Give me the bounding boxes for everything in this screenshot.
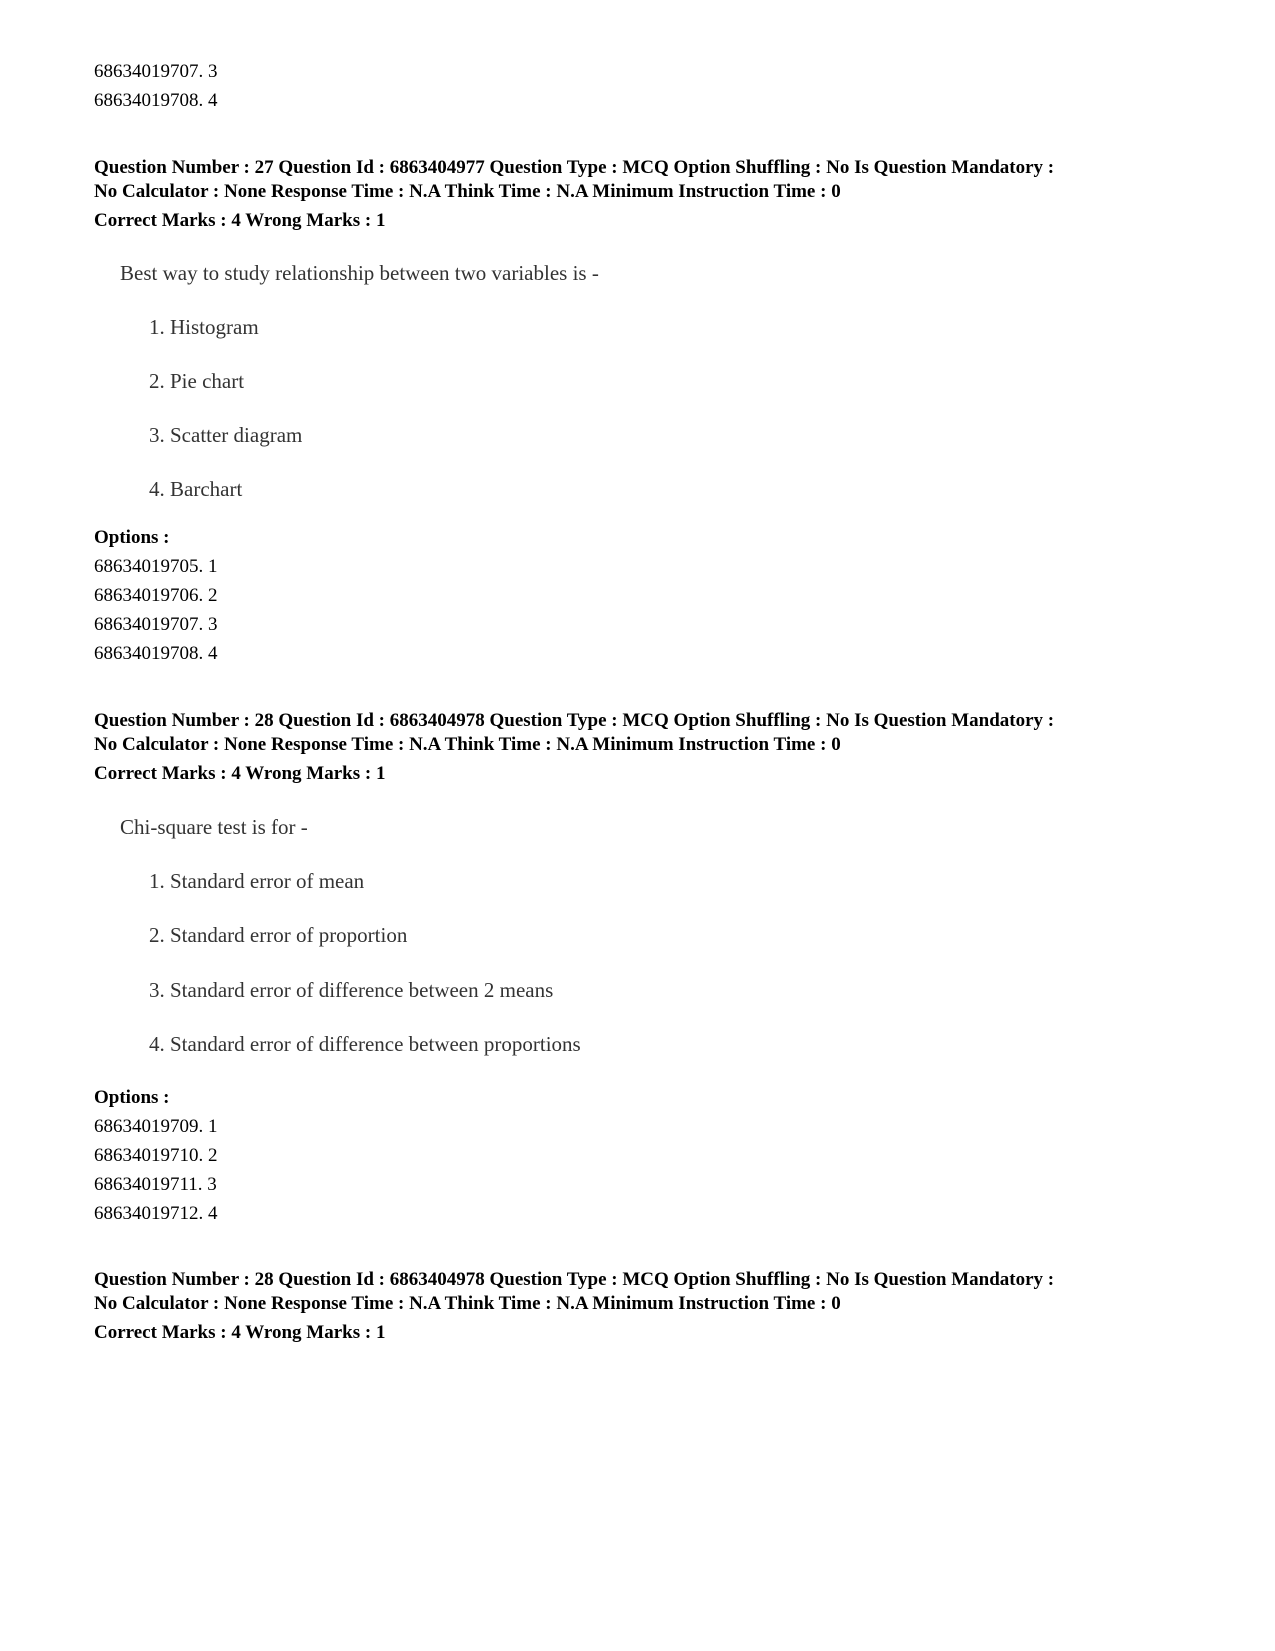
- answer-choice: 3. Standard error of difference between 2 means: [149, 978, 554, 1002]
- option-line: 68634019710. 2: [94, 1145, 218, 1166]
- options-label: Options :: [94, 1087, 170, 1108]
- options-label: Options :: [94, 527, 170, 548]
- question-meta-line: Question Number : 27 Question Id : 6863404977 Question Type : MCQ Option Shuffling : No Is Question Mandatory :: [94, 157, 1055, 178]
- answer-choice: 3. Scatter diagram: [149, 423, 303, 447]
- option-line: 68634019709. 1: [94, 1116, 218, 1137]
- answer-choice: 2. Pie chart: [149, 369, 245, 393]
- question-meta-line: No Calculator : None Response Time : N.A Think Time : N.A Minimum Instruction Time : 0: [94, 1293, 841, 1314]
- answer-choice: 2. Standard error of proportion: [149, 923, 408, 947]
- answer-choice: 4. Standard error of difference between proportions: [149, 1032, 581, 1056]
- question-marks: Correct Marks : 4 Wrong Marks : 1: [94, 210, 386, 231]
- option-line: 68634019708. 4: [94, 90, 218, 111]
- answer-choice: 1. Histogram: [149, 315, 259, 339]
- answer-choice: 1. Standard error of mean: [149, 869, 365, 893]
- question-stem: Chi-square test is for -: [120, 815, 308, 839]
- option-line: 68634019707. 3: [94, 61, 218, 82]
- question-marks: Correct Marks : 4 Wrong Marks : 1: [94, 763, 386, 784]
- option-line: 68634019711. 3: [94, 1174, 217, 1195]
- question-meta-line: No Calculator : None Response Time : N.A Think Time : N.A Minimum Instruction Time : 0: [94, 181, 841, 202]
- option-line: 68634019708. 4: [94, 643, 218, 664]
- question-stem: Best way to study relationship between two variables is -: [120, 261, 599, 285]
- answer-choice: 4. Barchart: [149, 477, 243, 501]
- question-meta-line: Question Number : 28 Question Id : 6863404978 Question Type : MCQ Option Shuffling : No Is Question Mandatory :: [94, 710, 1055, 731]
- option-line: 68634019707. 3: [94, 614, 218, 635]
- option-line: 68634019712. 4: [94, 1203, 218, 1224]
- option-line: 68634019705. 1: [94, 556, 218, 577]
- question-meta-line: Question Number : 28 Question Id : 6863404978 Question Type : MCQ Option Shuffling : No Is Question Mandatory :: [94, 1269, 1055, 1290]
- question-marks: Correct Marks : 4 Wrong Marks : 1: [94, 1322, 386, 1343]
- option-line: 68634019706. 2: [94, 585, 218, 606]
- question-meta-line: No Calculator : None Response Time : N.A Think Time : N.A Minimum Instruction Time : 0: [94, 734, 841, 755]
